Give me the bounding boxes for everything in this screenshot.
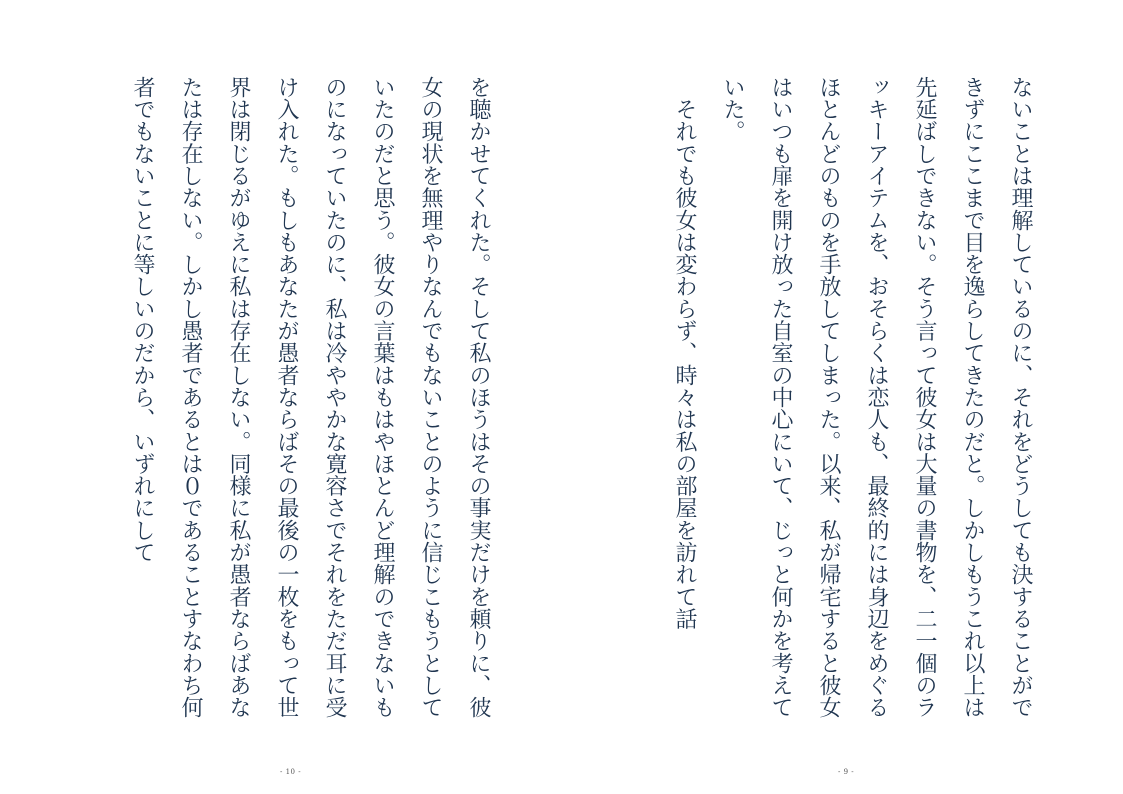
- paragraph: を聴かせてくれた。そして私のほうはその事実だけを頼りに、彼女の現状を無理やりなんでもないことのように信じこもうとしていたのだと思う。彼女の言葉はもはやほとんど理解のできないものになっていたのに、私は冷ややかな寛容さでそれをただ耳に受け入れた。もしもあなたが愚者ならばその最後の一枚をもって世界は閉じるがゆえに私は存在しない。同様に私が愚者ならばあなたは存在しない。しかし愚者であるとは０であることすなわち何者でもないことに等しいのだから、いずれにして: [130, 76, 491, 719]
- page-number: - 10 -: [280, 768, 302, 776]
- right-page: [562, 0, 1123, 794]
- left-page: [0, 0, 561, 794]
- paragraph: ないことは理解しているのに、それをどうしても決することができずにここまで目を逸らしてきたのだと。しかしもうこれ以上は先延ばしできない。そう言って彼女は大量の書物を、二一個のラッキーアイテムを、おそらくは恋人も、最終的には身辺をめぐるほとんどのものを手放してしまった。以来、私が帰宅すると彼女はいつも扉を開け放った自室の中心にいて、じっと何かを考えていた。: [720, 76, 1033, 719]
- right-page-body: [672, 76, 1044, 724]
- paragraph: それでも彼女は変わらず、時々は私の部屋を訪れて話: [672, 76, 697, 630]
- left-page-body: [94, 76, 502, 724]
- page-number: - 9 -: [838, 768, 855, 776]
